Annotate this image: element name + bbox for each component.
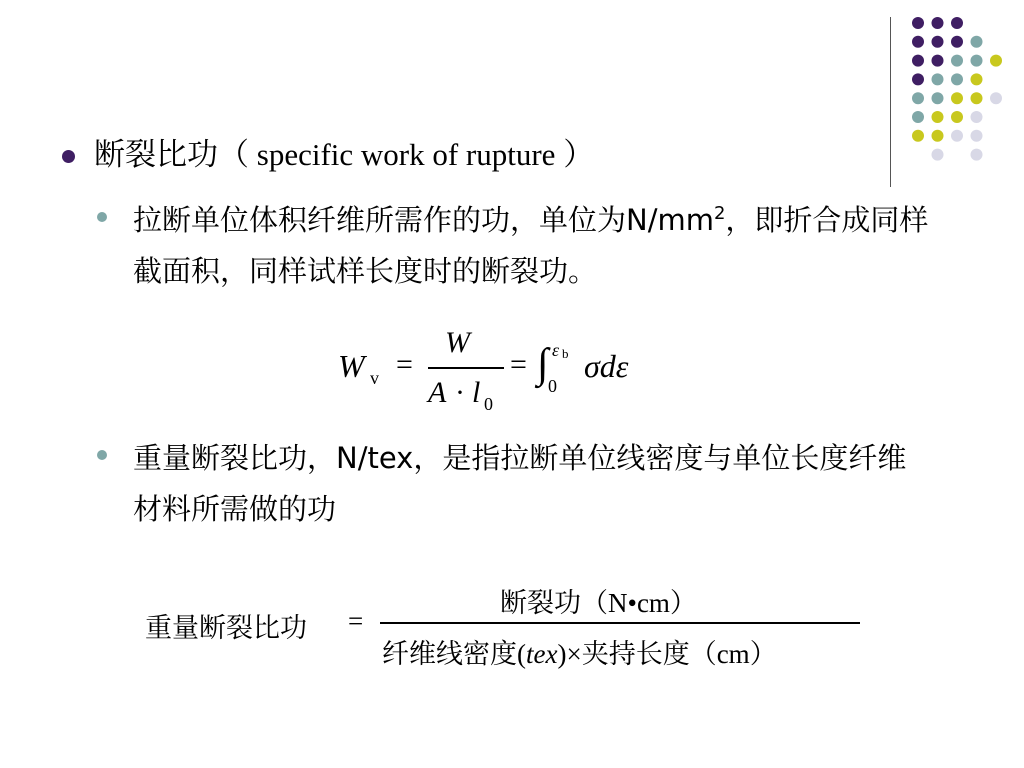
bullet-dot [62, 150, 75, 163]
decorative-dot [932, 130, 944, 142]
sub1-post: ，即折合成同样截面积，同样试样长度时的断裂功。 [133, 203, 929, 288]
formula-specific-work [338, 326, 658, 421]
f2-den-post: )×夹持长度（cm） [557, 639, 777, 669]
decorative-dot [912, 130, 924, 142]
sub1-sup: 2 [713, 203, 726, 224]
f1-eq1: = [396, 348, 413, 381]
bullet-main-text: 断裂比功（ specific work of rupture ） [94, 137, 595, 172]
decorative-dot [932, 92, 944, 104]
f1-lower: 0 [548, 376, 557, 396]
decorative-dot [932, 55, 944, 67]
bullet-dot [97, 212, 107, 222]
decorative-dot [951, 17, 963, 29]
decorative-dot [932, 111, 944, 123]
decorative-dot [990, 92, 1002, 104]
decorative-dot [912, 36, 924, 48]
decorative-dot [932, 17, 944, 29]
bullet-dot [97, 450, 107, 460]
decorative-dot [971, 36, 983, 48]
f2-eq: = [348, 606, 364, 636]
f2-den-var: tex [526, 639, 558, 669]
bullet-sub-2-text: 重量断裂比功，N/tex，是指拉断单位线密度与单位长度纤维材料所需做的功 [133, 441, 907, 526]
f1-integral: ∫ [537, 341, 549, 387]
decorative-dot [951, 73, 963, 85]
decorative-dot [912, 55, 924, 67]
decorative-dot [912, 111, 924, 123]
decorative-dot [971, 92, 983, 104]
f1-den-sub: 0 [484, 394, 493, 414]
decorative-dot [932, 36, 944, 48]
decorative-dot [951, 55, 963, 67]
f1-upper-sub: b [562, 346, 569, 361]
decorative-dot [951, 92, 963, 104]
decorative-dot [951, 130, 963, 142]
bullet-sub-1-text [133, 195, 933, 297]
decorative-dot [932, 73, 944, 85]
f1-upper: ε [552, 340, 560, 360]
f1-lhs-sub: v [370, 368, 379, 388]
decorative-dot [912, 73, 924, 85]
sub1-pre: 拉断单位体积纤维所需作的功，单位为N/mm [133, 203, 714, 237]
decorative-dot [971, 130, 983, 142]
decorative-dot [990, 55, 1002, 67]
f2-fraction-bar [380, 622, 860, 624]
f1-lhs: W [338, 348, 365, 384]
f1-fraction-bar [428, 367, 504, 369]
f1-den-a: A [428, 376, 447, 409]
f2-num: 断裂功（N•cm） [500, 588, 697, 618]
decorative-dot [971, 55, 983, 67]
decorative-dot [971, 111, 983, 123]
decorative-dot [971, 149, 983, 161]
f2-lhs: 重量断裂比功 [145, 613, 307, 643]
f1-integrand: σdε [584, 348, 629, 384]
f1-eq2: = [510, 348, 527, 381]
f1-den-dot: · [455, 376, 465, 409]
f1-num: W [445, 326, 470, 359]
decorative-dot [951, 111, 963, 123]
f2-den [382, 632, 777, 671]
decorative-dot [971, 73, 983, 85]
f1-den-l: l [472, 376, 481, 409]
decorative-dot [912, 17, 924, 29]
divider-line [890, 17, 891, 187]
decorative-dot [951, 36, 963, 48]
f2-den-pre: 纤维线密度( [382, 639, 526, 669]
formula-weight-specific-work [140, 578, 880, 678]
decorative-dot [932, 149, 944, 161]
decorative-dot [912, 92, 924, 104]
